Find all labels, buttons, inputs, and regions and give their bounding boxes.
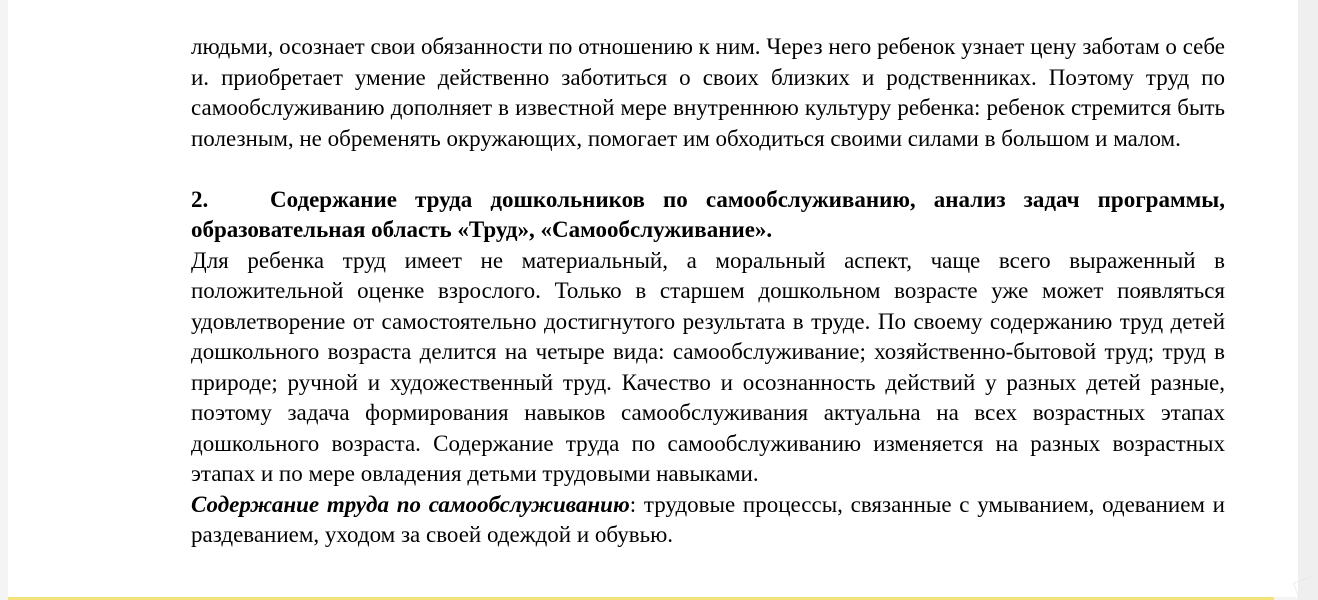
section-heading: [191, 185, 1225, 246]
section-number: 2.: [191, 186, 209, 212]
definition-text: : трудовые процессы, связанные с умыванием, одеванием и раздеванием, уходом за своей одеждой и обувью.: [191, 491, 1225, 547]
viewer-right-margin: [1298, 0, 1318, 600]
section-body-paragraph: Для ребенка труд имеет не материальный, а моральный аспект, чаще всего выраженный в положительной оценке взрослого. Только в старшем дошкольном возрасте уже может появляться удовлетворение от самостоятельно достигнутого результата в труде. По своему содержанию труд детей дошкольного возраста делится на четыре вида: самообслуживание; хозяйственно-бытовой труд; труд в природе; ручной и художественный труд. Качество и осознанность действий у разных детей разные, поэтому задача формирования навыков самообслуживания актуальна на всех возрастных этапах дошкольного возраста. Содержание труда по самообслуживанию изменяется на разных возрастных этапах и по мере овладения детьми трудовыми навыками.: [191, 247, 1225, 486]
document-content: [191, 32, 1225, 551]
paragraph-spacer: [191, 154, 1225, 185]
section-title: Содержание труда дошкольников по самообслуживанию, анализ задач программы, образовательная область «Труд», «Самообслуживание».: [191, 186, 1225, 242]
definition-term: Содержание труда по самообслуживанию: [191, 491, 630, 517]
definition-paragraph: [191, 490, 1225, 551]
intro-paragraph: людьми, осознает свои обязанности по отношению к ним. Через него ребенок узнает цену заботам о себе и. приобретает умение действенно заботиться о своих близких и родственниках. Поэтому труд по самообслуживанию дополняет в известной мере внутреннюю культуру ребенка: ребенок стремится быть полезным, не обременять окружающих, помогает им обходиться своими силами в большом и малом.: [191, 34, 1225, 151]
